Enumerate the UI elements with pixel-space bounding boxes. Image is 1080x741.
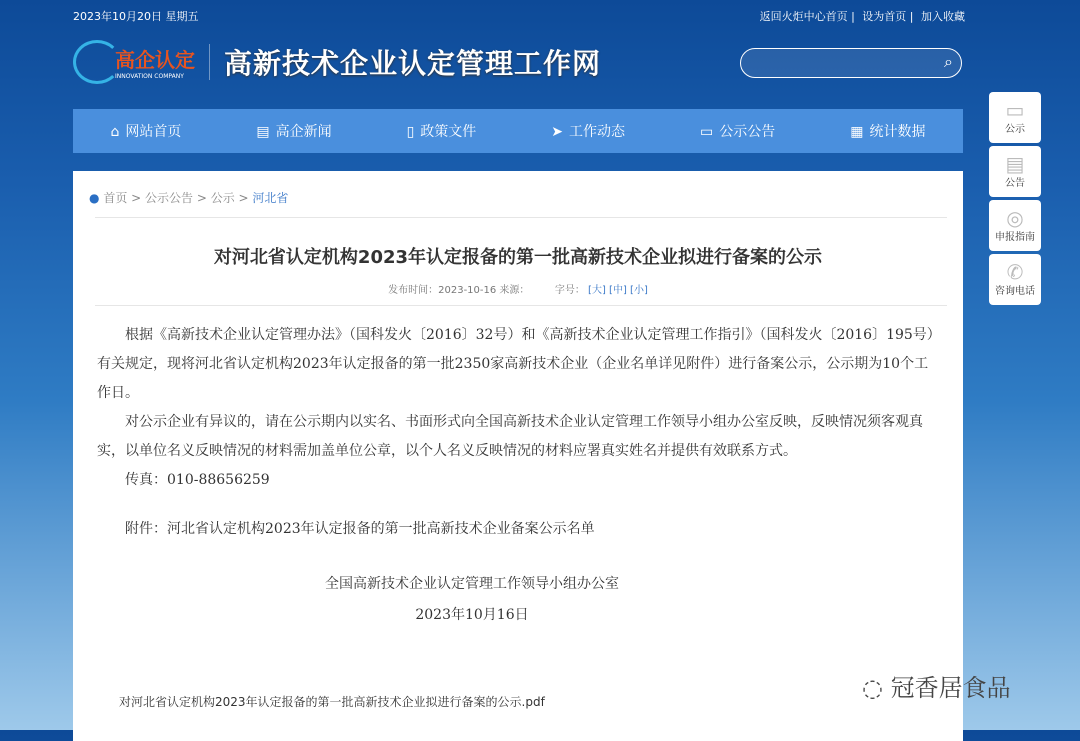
- nav-notice[interactable]: [700, 121, 775, 141]
- logo-divider: [209, 44, 210, 80]
- current-date: 2023年10月20日 星期五: [73, 10, 199, 23]
- side-label: 公示: [1005, 124, 1025, 135]
- watermark: [862, 668, 1011, 703]
- nav-work[interactable]: [551, 121, 625, 141]
- news-icon: ▤: [256, 124, 270, 140]
- side-hotline[interactable]: [989, 254, 1041, 305]
- location-pin-icon: ●: [89, 191, 100, 205]
- chart-icon: ▦: [850, 124, 864, 140]
- watermark-text: 冠香居食品: [890, 674, 1011, 702]
- sign-date: 2023年10月16日: [415, 607, 529, 623]
- home-icon: ⌂: [110, 124, 120, 140]
- side-announcement[interactable]: [989, 146, 1041, 197]
- fax-line: 传真：010-88656259: [125, 472, 270, 488]
- compass-icon: ◎: [1006, 206, 1024, 230]
- document-icon: ▯: [406, 124, 415, 140]
- crumb-notices[interactable]: 公示公告: [145, 191, 194, 205]
- link-set-home[interactable]: 设为首页: [862, 10, 907, 23]
- divider: [95, 217, 947, 218]
- notepad-icon: ▤: [1005, 152, 1025, 176]
- crumb-home[interactable]: 首页: [103, 191, 128, 205]
- font-small-link[interactable]: [小]: [630, 285, 648, 296]
- nav-label: 网站首页: [125, 124, 182, 140]
- nav-label: 高企新闻: [275, 124, 332, 140]
- crumb-hebei[interactable]: 河北省: [252, 191, 289, 205]
- article-meta: [73, 281, 963, 296]
- font-medium-link[interactable]: [中]: [609, 285, 627, 296]
- send-icon: ➤: [551, 124, 564, 140]
- sign-board-icon: ▭: [1005, 98, 1025, 122]
- font-size-label: 字号：: [554, 285, 585, 296]
- site-logo[interactable]: [73, 40, 601, 84]
- nav-news[interactable]: [256, 121, 331, 141]
- phone-icon: ✆: [1006, 260, 1024, 284]
- attachment-note: 附件：河北省认定机构2023年认定报备的第一批高新技术企业备案公示名单: [125, 521, 595, 537]
- logo-subtext: INNOVATION COMPANY: [115, 73, 184, 80]
- publish-info: 发布时间：2023-10-16 来源：: [388, 285, 530, 296]
- side-public[interactable]: [989, 92, 1041, 143]
- site-name: 高新技术企业认定管理工作网: [224, 47, 602, 80]
- notice-icon: ▭: [700, 124, 714, 140]
- logo-text: 高企认定: [115, 48, 195, 72]
- side-label: 咨询电话: [995, 286, 1035, 297]
- main-nav: [73, 109, 963, 153]
- font-large-link[interactable]: [大]: [588, 285, 606, 296]
- nav-stats[interactable]: [850, 121, 925, 141]
- search-icon[interactable]: ⌕: [944, 52, 953, 71]
- top-bar: 2023年10月20日 星期五 返回火炬中心首页 | 设为首页 | 加入收藏: [73, 10, 965, 23]
- logo-emblem-icon: [73, 40, 121, 84]
- nav-label: 公示公告: [719, 124, 776, 140]
- nav-label: 政策文件: [420, 124, 477, 140]
- divider: [95, 305, 947, 306]
- side-label: 申报指南: [995, 232, 1035, 243]
- nav-home[interactable]: [110, 121, 181, 141]
- side-label: 公告: [1005, 178, 1025, 189]
- article-panel: [73, 171, 963, 741]
- article-body: [97, 321, 939, 630]
- link-torch-home[interactable]: 返回火炬中心首页: [759, 10, 848, 23]
- signer: 全国高新技术企业认定管理工作领导小组办公室: [325, 576, 619, 592]
- nav-label: 统计数据: [869, 124, 926, 140]
- nav-label: 工作动态: [569, 124, 626, 140]
- breadcrumb: ● 首页 > 公示公告 > 公示 > 河北省: [89, 191, 289, 205]
- search-input[interactable]: [740, 48, 962, 78]
- wechat-icon: ◌: [862, 674, 891, 702]
- pdf-attachment-link[interactable]: 对河北省认定机构2023年认定报备的第一批高新技术企业拟进行备案的公示.pdf: [119, 695, 545, 709]
- crumb-public[interactable]: 公示: [210, 191, 235, 205]
- nav-policy[interactable]: [407, 121, 477, 141]
- article-title: 对河北省认定机构2023年认定报备的第一批高新技术企业拟进行备案的公示: [213, 247, 823, 268]
- side-guide[interactable]: [989, 200, 1041, 251]
- paragraph: 根据《高新技术企业认定管理办法》（国科发火〔2016〕32号）和《高新技术企业认定管理工作指引》（国科发火〔2016〕195号）有关规定，现将河北省认定机构2023年认定报备的第一批2350家高新技术企业（企业名单详见附件）进行备案公示，公示期为10个工作日。: [97, 327, 934, 401]
- link-favorite[interactable]: 加入收藏: [921, 10, 965, 23]
- paragraph: 对公示企业有异议的，请在公示期内以实名、书面形式向全国高新技术企业认定管理工作领导小组办公室反映，反映情况须客观真实，以单位名义反映情况的材料需加盖单位公章，以个人名义反映情况的材料应署真实姓名并提供有效联系方式。: [97, 414, 923, 459]
